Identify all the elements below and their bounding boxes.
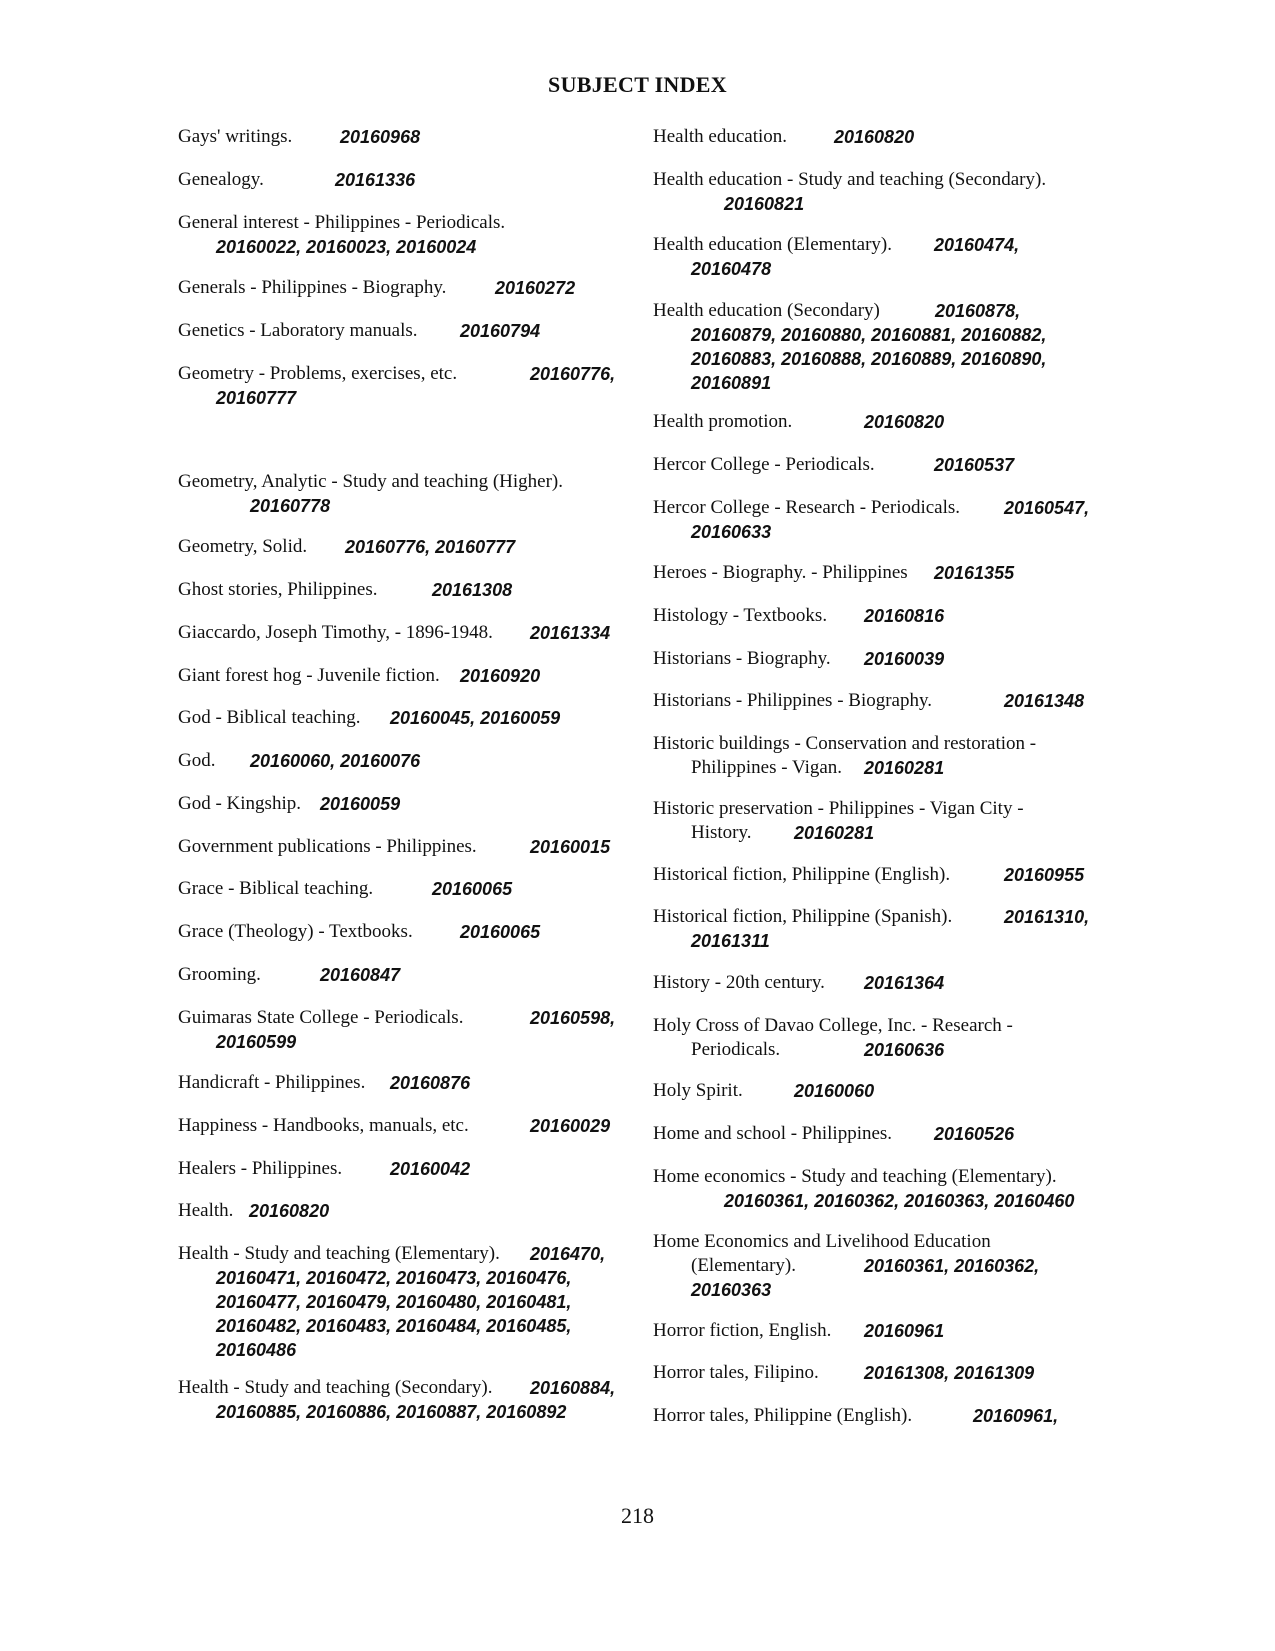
page-number: 218 xyxy=(621,1503,654,1528)
index-entry xyxy=(178,1006,648,1054)
index-term: Giant forest hog - Juvenile fiction. xyxy=(178,665,440,686)
record-numbers: 20160060 xyxy=(794,1081,875,1101)
index-entry xyxy=(653,863,1123,887)
index-entry xyxy=(178,835,648,859)
index-entry xyxy=(178,706,648,730)
index-entry xyxy=(653,1165,1123,1213)
record-numbers: 20160636 xyxy=(864,1040,945,1060)
record-numbers: 20160777 xyxy=(216,388,297,408)
index-term: Horror tales, Filipino. xyxy=(653,1362,819,1383)
record-numbers: 20160478 xyxy=(691,259,772,279)
index-term: History - 20th century. xyxy=(653,972,825,993)
index-term: Horror fiction, English. xyxy=(653,1320,832,1341)
index-term: God. xyxy=(178,750,216,771)
index-entry xyxy=(653,1319,1123,1343)
index-entry xyxy=(653,1361,1123,1385)
record-numbers: 20160361, 20160362, xyxy=(864,1256,1040,1276)
index-term: Heroes - Biography. - Philippines xyxy=(653,562,908,583)
index-entry xyxy=(653,604,1123,628)
index-term: God - Biblical teaching. xyxy=(178,707,361,728)
index-entry xyxy=(178,792,648,816)
index-entry xyxy=(178,1242,648,1362)
record-numbers: 20160599 xyxy=(216,1032,297,1052)
index-term: Hercor College - Periodicals. xyxy=(653,454,875,475)
index-term: Generals - Philippines - Biography. xyxy=(178,277,447,298)
record-numbers: 20160961, xyxy=(973,1406,1059,1426)
record-numbers: 20160879, 20160880, 20160881, 20160882, xyxy=(691,325,1047,345)
record-numbers: 20160778 xyxy=(250,496,331,516)
index-entry xyxy=(178,621,648,645)
record-numbers: 20160794 xyxy=(460,321,541,341)
record-numbers: 20160281 xyxy=(794,823,875,843)
record-numbers: 20160891 xyxy=(691,373,772,393)
index-entry xyxy=(178,276,648,300)
index-entry xyxy=(178,362,648,410)
page-title: SUBJECT INDEX xyxy=(548,72,727,97)
index-entry xyxy=(178,578,648,602)
index-term: Geometry, Analytic - Study and teaching (Higher). xyxy=(178,471,563,492)
index-entry xyxy=(653,1079,1123,1103)
index-entry xyxy=(653,496,1123,544)
index-term-continuation: (Elementary). xyxy=(691,1255,796,1276)
index-entry xyxy=(178,963,648,987)
record-numbers: 20160477, 20160479, 20160480, 20160481, xyxy=(216,1292,572,1312)
index-term: Holy Cross of Davao College, Inc. - Research - xyxy=(653,1015,1013,1036)
record-numbers: 20160884, xyxy=(530,1378,616,1398)
index-term-continuation: History. xyxy=(691,822,752,843)
index-term-continuation: Philippines - Vigan. xyxy=(691,757,843,778)
index-term: Health - Study and teaching (Secondary). xyxy=(178,1377,493,1398)
record-numbers: 20160482, 20160483, 20160484, 20160485, xyxy=(216,1316,572,1336)
index-term: Genetics - Laboratory manuals. xyxy=(178,320,418,341)
index-term: Home economics - Study and teaching (Elementary). xyxy=(653,1166,1057,1187)
record-numbers: 20160065 xyxy=(460,922,541,942)
record-numbers: 20160847 xyxy=(320,965,401,985)
record-numbers: 20160060, 20160076 xyxy=(250,751,421,771)
index-term: Ghost stories, Philippines. xyxy=(178,579,378,600)
index-term: Geometry - Problems, exercises, etc. xyxy=(178,363,458,384)
index-entry xyxy=(178,535,648,559)
record-numbers: 20161334 xyxy=(530,623,611,643)
index-term: Government publications - Philippines. xyxy=(178,836,477,857)
index-term: Healers - Philippines. xyxy=(178,1158,343,1179)
index-entry xyxy=(653,732,1123,780)
index-entry xyxy=(653,233,1123,281)
index-entry xyxy=(178,749,648,773)
index-term: Historic buildings - Conservation and restoration - xyxy=(653,733,1037,754)
index-entry xyxy=(653,971,1123,995)
index-entry xyxy=(178,1157,648,1181)
index-entry xyxy=(178,1199,648,1223)
record-numbers: 20160039 xyxy=(864,649,945,669)
record-numbers: 20160876 xyxy=(390,1073,471,1093)
index-term: Health education (Elementary). xyxy=(653,234,892,255)
record-numbers: 20160361, 20160362, 20160363, 20160460 xyxy=(724,1191,1075,1211)
record-numbers: 20160537 xyxy=(934,455,1015,475)
index-entry xyxy=(653,1230,1123,1302)
record-numbers: 20161310, xyxy=(1004,907,1090,927)
record-numbers: 20161355 xyxy=(934,563,1015,583)
index-entry xyxy=(178,168,648,192)
record-numbers: 20160471, 20160472, 20160473, 20160476, xyxy=(216,1268,572,1288)
index-term-continuation: Periodicals. xyxy=(691,1039,781,1060)
index-entry xyxy=(178,319,648,343)
record-numbers: 20160820 xyxy=(864,412,945,432)
index-term: Historical fiction, Philippine (Spanish). xyxy=(653,906,953,927)
record-numbers: 20160474, xyxy=(934,235,1020,255)
index-term: Health - Study and teaching (Elementary). xyxy=(178,1243,500,1264)
index-entry xyxy=(653,561,1123,585)
record-numbers: 20161364 xyxy=(864,973,945,993)
record-numbers: 20160920 xyxy=(460,666,541,686)
record-numbers: 20161308, 20161309 xyxy=(864,1363,1035,1383)
record-numbers: 20161311 xyxy=(691,931,770,951)
index-entry xyxy=(178,1376,648,1424)
record-numbers: 20160598, xyxy=(530,1008,616,1028)
index-term: Health education (Secondary) xyxy=(653,300,880,321)
index-term: God - Kingship. xyxy=(178,793,301,814)
index-term: Historic preservation - Philippines - Vigan City - xyxy=(653,798,1024,819)
record-numbers: 20160015 xyxy=(530,837,611,857)
record-numbers: 20160065 xyxy=(432,879,513,899)
index-entry xyxy=(178,664,648,688)
record-numbers: 20161348 xyxy=(1004,691,1085,711)
index-entry xyxy=(178,920,648,944)
index-term: Giaccardo, Joseph Timothy, - 1896-1948. xyxy=(178,622,493,643)
record-numbers: 20160816 xyxy=(864,606,945,626)
index-term: Health promotion. xyxy=(653,411,793,432)
record-numbers: 20160547, xyxy=(1004,498,1090,518)
index-term: Happiness - Handbooks, manuals, etc. xyxy=(178,1115,469,1136)
index-entry xyxy=(653,299,1123,395)
index-entry xyxy=(653,1404,1123,1428)
index-term: Histology - Textbooks. xyxy=(653,605,828,626)
record-numbers: 20160820 xyxy=(834,127,915,147)
index-entry xyxy=(653,168,1123,216)
index-entry xyxy=(653,689,1123,713)
index-term: Hercor College - Research - Periodicals. xyxy=(653,497,961,518)
index-term: Health education - Study and teaching (Secondary). xyxy=(653,169,1047,190)
index-entry xyxy=(653,1122,1123,1146)
record-numbers: 20160022, 20160023, 20160024 xyxy=(216,237,477,257)
index-entry xyxy=(653,797,1123,845)
record-numbers: 20160968 xyxy=(340,127,421,147)
index-term: Historical fiction, Philippine (English). xyxy=(653,864,951,885)
index-term: Grace - Biblical teaching. xyxy=(178,878,374,899)
index-entry xyxy=(178,125,648,149)
record-numbers: 20160821 xyxy=(724,194,805,214)
index-term: Historians - Philippines - Biography. xyxy=(653,690,932,711)
index-entry xyxy=(653,453,1123,477)
record-numbers: 20160042 xyxy=(390,1159,471,1179)
index-term: General interest - Philippines - Periodicals. xyxy=(178,212,506,233)
index-entry xyxy=(653,905,1123,953)
record-numbers: 20160059 xyxy=(320,794,401,814)
index-term: Geometry, Solid. xyxy=(178,536,308,557)
record-numbers: 20161308 xyxy=(432,580,513,600)
index-term: Grace (Theology) - Textbooks. xyxy=(178,921,413,942)
record-numbers: 20160955 xyxy=(1004,865,1085,885)
index-term: Horror tales, Philippine (English). xyxy=(653,1405,913,1426)
index-term: Health education. xyxy=(653,126,788,147)
record-numbers: 20160776, xyxy=(530,364,616,384)
index-entry xyxy=(178,470,648,518)
index-term: Grooming. xyxy=(178,964,261,985)
index-entry xyxy=(178,1114,648,1138)
index-entry xyxy=(178,877,648,901)
record-numbers: 20160776, 20160777 xyxy=(345,537,516,557)
index-term: Handicraft - Philippines. xyxy=(178,1072,366,1093)
record-numbers: 20160883, 20160888, 20160889, 20160890, xyxy=(691,349,1047,369)
index-entry xyxy=(653,647,1123,671)
index-term: Genealogy. xyxy=(178,169,264,190)
record-numbers: 20160878, xyxy=(935,301,1021,321)
record-numbers: 20161336 xyxy=(335,170,416,190)
index-entry xyxy=(178,1071,648,1095)
index-term: Holy Spirit. xyxy=(653,1080,743,1101)
record-numbers: 20160885, 20160886, 20160887, 20160892 xyxy=(216,1402,567,1422)
index-term: Guimaras State College - Periodicals. xyxy=(178,1007,464,1028)
index-term: Home and school - Philippines. xyxy=(653,1123,893,1144)
record-numbers: 20160029 xyxy=(530,1116,611,1136)
record-numbers: 20160820 xyxy=(249,1201,330,1221)
record-numbers: 20160961 xyxy=(864,1321,945,1341)
index-entry xyxy=(178,211,648,259)
index-term: Home Economics and Livelihood Education xyxy=(653,1231,991,1252)
index-term: Historians - Biography. xyxy=(653,648,831,669)
record-numbers: 20160633 xyxy=(691,522,772,542)
index-term: Health. xyxy=(178,1200,234,1221)
record-numbers: 20160281 xyxy=(864,758,945,778)
record-numbers: 2016470, xyxy=(530,1244,606,1264)
record-numbers: 20160486 xyxy=(216,1340,297,1360)
index-entry xyxy=(653,1014,1123,1062)
record-numbers: 20160272 xyxy=(495,278,576,298)
record-numbers: 20160363 xyxy=(691,1280,772,1300)
index-term: Gays' writings. xyxy=(178,126,293,147)
record-numbers: 20160045, 20160059 xyxy=(390,708,561,728)
index-entry xyxy=(653,410,1123,434)
record-numbers: 20160526 xyxy=(934,1124,1015,1144)
index-entry xyxy=(653,125,1123,149)
